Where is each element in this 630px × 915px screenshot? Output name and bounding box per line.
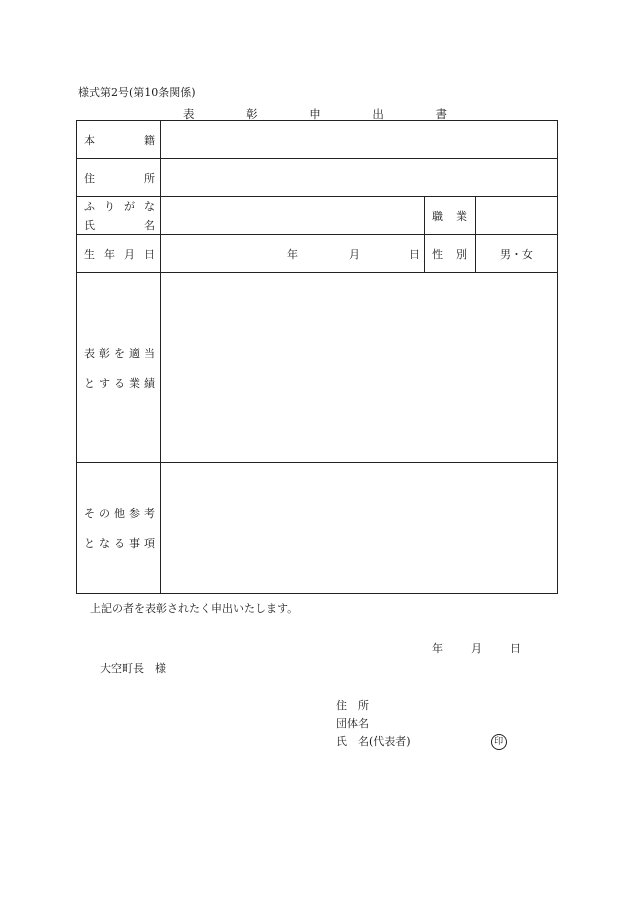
dob-label: 生 年 月 日 xyxy=(84,247,155,261)
dob-month-unit: 月 xyxy=(349,247,360,261)
date-line xyxy=(432,640,521,656)
form-number: 様式第2号(第10条関係) xyxy=(78,86,196,99)
seal-icon: 印 xyxy=(491,734,507,750)
date-day-unit: 日 xyxy=(510,642,521,655)
other-label-line-1: そ の 他 参 考 xyxy=(84,507,155,520)
achievement-field[interactable] xyxy=(161,273,558,463)
name-label-cell xyxy=(77,197,161,235)
dob-day-unit: 日 xyxy=(409,247,420,261)
gender-label-cell xyxy=(425,235,476,273)
achievement-label-line-1: 表 彰 を 適 当 xyxy=(84,346,155,360)
addressee: 大空町長 様 xyxy=(100,662,166,675)
furigana-label: ふ り が な xyxy=(84,200,155,213)
dob-year-unit: 年 xyxy=(287,247,298,261)
other-label-cell xyxy=(77,463,161,594)
other-label-line-2: と な る 事 項 xyxy=(84,537,155,550)
address-field[interactable] xyxy=(161,159,558,197)
name-field[interactable] xyxy=(161,197,425,235)
signature-group-label: 団体名 xyxy=(336,717,369,730)
date-month-unit: 月 xyxy=(471,642,482,655)
occupation-field[interactable] xyxy=(476,197,558,235)
address-label-cell xyxy=(77,159,161,197)
occupation-label-cell xyxy=(425,197,476,235)
achievement-label-cell xyxy=(77,273,161,463)
gender-field[interactable]: 男・女 xyxy=(476,235,558,273)
signature-block xyxy=(336,697,507,751)
application-form-table xyxy=(76,120,558,594)
name-label: 氏 名 xyxy=(84,219,155,232)
dob-field[interactable] xyxy=(161,235,425,273)
achievement-label-line-2: と す る 業 績 xyxy=(84,376,155,390)
other-field[interactable] xyxy=(161,463,558,594)
signature-address-label: 住 所 xyxy=(336,699,369,712)
honseki-label: 本 籍 xyxy=(84,133,155,147)
signature-name-label: 氏 名(代表者) xyxy=(336,735,411,748)
occupation-label: 職 業 xyxy=(432,209,467,223)
honseki-field[interactable] xyxy=(161,121,558,159)
gender-label: 性 別 xyxy=(432,247,467,261)
address-label: 住 所 xyxy=(84,171,155,185)
honseki-label-cell xyxy=(77,121,161,159)
date-year-unit: 年 xyxy=(432,642,443,655)
dob-label-cell xyxy=(77,235,161,273)
document-title: 表 彰 申 出 書 xyxy=(182,107,472,121)
statement-text: 上記の者を表彰されたく申出いたします。 xyxy=(90,602,299,615)
